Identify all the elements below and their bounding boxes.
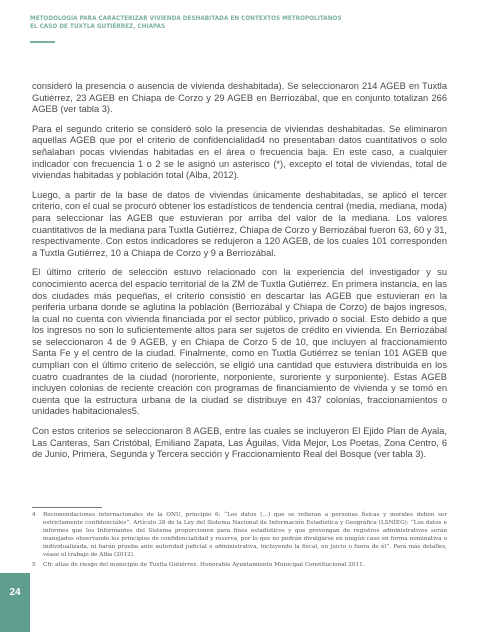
footnote (32, 561, 447, 569)
footnote-text: Cfr. atlas de riesgo del municipio de Tuxtla Gutiérrez. Honorable Ayuntamiento Municipal Constitucional 2011. (43, 561, 365, 568)
page-number-tab (0, 573, 30, 632)
paragraph: El último criterio de selección estuvo relacionado con la experiencia del investigador y su conocimiento acerca del espacio territorial de la ZM de Tuxtla Gutiérrez. En primera instancia, en las dos ciudades más pequeñas, el criterio consistió en descartar las AGEB que estuvieran en la periferia urbana donde se aglutina la población (Berriozábal y Chiapa de Corzo) de bajos ingresos, la cual no cuenta con vivienda financiada por el sector público, privado o social. Esto debido a que los ingresos no son lo suficientemente altos para ser sujetos de crédito en vivienda. En Berriozábal se seleccionaron 4 de 9 AGEB, y en Chiapa de Corzo 5 de 10, que incluyen al fraccionamiento Santa Fe y el centro de la ciudad. Finalmente, como en Tuxtla Gutiérrez se tenían 101 AGEB que cumplían con el último criterio de selección, se eligió una cantidad que estuviera distribuida en los cuatro cuadrantes de la ciudad (nororiente, norponiente, suroriente y surponiente). Estas AGEB incluyen colonias de reciente creación con programas de financiamiento de vivienda y se tomó en cuenta que la estructura urbana de la ciudad se distribuye en 437 colonias, fraccionamientos o unidades habitacionales5. (32, 267, 447, 417)
running-header-title: METODOLOGÍA PARA CARACTERIZAR VIVIENDA DESHABITADA EN CONTEXTOS METROPOLITANOS (30, 15, 342, 22)
footnote-number: 4 (32, 512, 36, 518)
paragraph: Para el segundo criterio se consideró solo la presencia de viviendas deshabitadas. Se eliminaron aquellas AGEB que por el criterio de confidencialidad4 no presentaban datos cuantitativos o solo señalaban pocas viviendas habitadas en el área o frecuencia baja. En este caso, a cualquier indicador con frecuencia 1 o 2 se le asignó un asterisco (*), excepto el total de viviendas, total de viviendas habitadas y población total (Alba, 2012). (32, 123, 447, 181)
footnote-text: Recomendaciones internacionales de la ONU, principio 6: “Los datos (…) que se refieran a personas físicas y morales deben ser estrictamente confidenciales”. Artículo 38 de la Ley del Sistema Nacional de Información Estadística y Geográfica (LSNIEG): “Los datos e informes que los Informantes del Sistema proporcionen para fines estadísticos y que provengan de registros administrativos serán manejados observando los principios de confidencialidad y reserva, por lo que no podrán divulgarse en ningún caso en forma nominativa o individualizada, ni harán prueba ante autoridad judicial o administrativa, incluyendo la fiscal, en juicio o fuera de él”. Para más detalles, véase el trabajo de Alba (2012). (43, 512, 447, 559)
footnote (32, 511, 447, 560)
paragraph: Luego, a partir de la base de datos de viviendas únicamente deshabitadas, se aplicó el tercer criterio, con el cual se procuró obtener los estadísticos de tendencia central (media, mediana, moda) para seleccionar las AGEB que estuvieran por arriba del valor de la mediana. Los valores cuantitativos de la mediana para Tuxtla Gutiérrez, Chiapa de Corzo y Berriozábal fueron 63, 60 y 31, respectivamente. Con estos indicadores se redujeron a 120 AGEB, de los cuales 101 corresponden a Tuxtla Gutiérrez, 10 a Chiapa de Corzo y 9 a Berriozábal. (32, 189, 447, 258)
running-header-subtitle: EL CASO DE TUXTLA GUTIÉRREZ, CHIAPAS (30, 23, 166, 30)
body-text (32, 81, 447, 469)
paragraph: Con estos criterios se seleccionaron 8 AGEB, entre las cuales se incluyeron El Ejido Plan de Ayala, Las Canteras, San Cristóbal, Emiliano Zapata, Las Águilas, Vida Mejor, Los Poetas, Zona Centro, 6 de Junio, Primera, Segunda y Tercera sección y Fraccionamiento Real del Bosque (ver tabla 3). (32, 426, 447, 460)
page-number: 24 (9, 587, 21, 598)
header-rule (30, 41, 55, 43)
footnote-number: 5 (32, 561, 36, 568)
paragraph: consideró la presencia o ausencia de vivienda deshabitada). Se seleccionaron 214 AGEB en Tuxtla Gutiérrez, 23 AGEB en Chiapa de Corzo y 29 AGEB en Berriozábal, que en conjunto totalizan 266 AGEB (ver tabla 3). (32, 81, 447, 115)
footnote-divider (32, 507, 102, 508)
running-header (30, 15, 450, 31)
footnotes (32, 511, 447, 570)
